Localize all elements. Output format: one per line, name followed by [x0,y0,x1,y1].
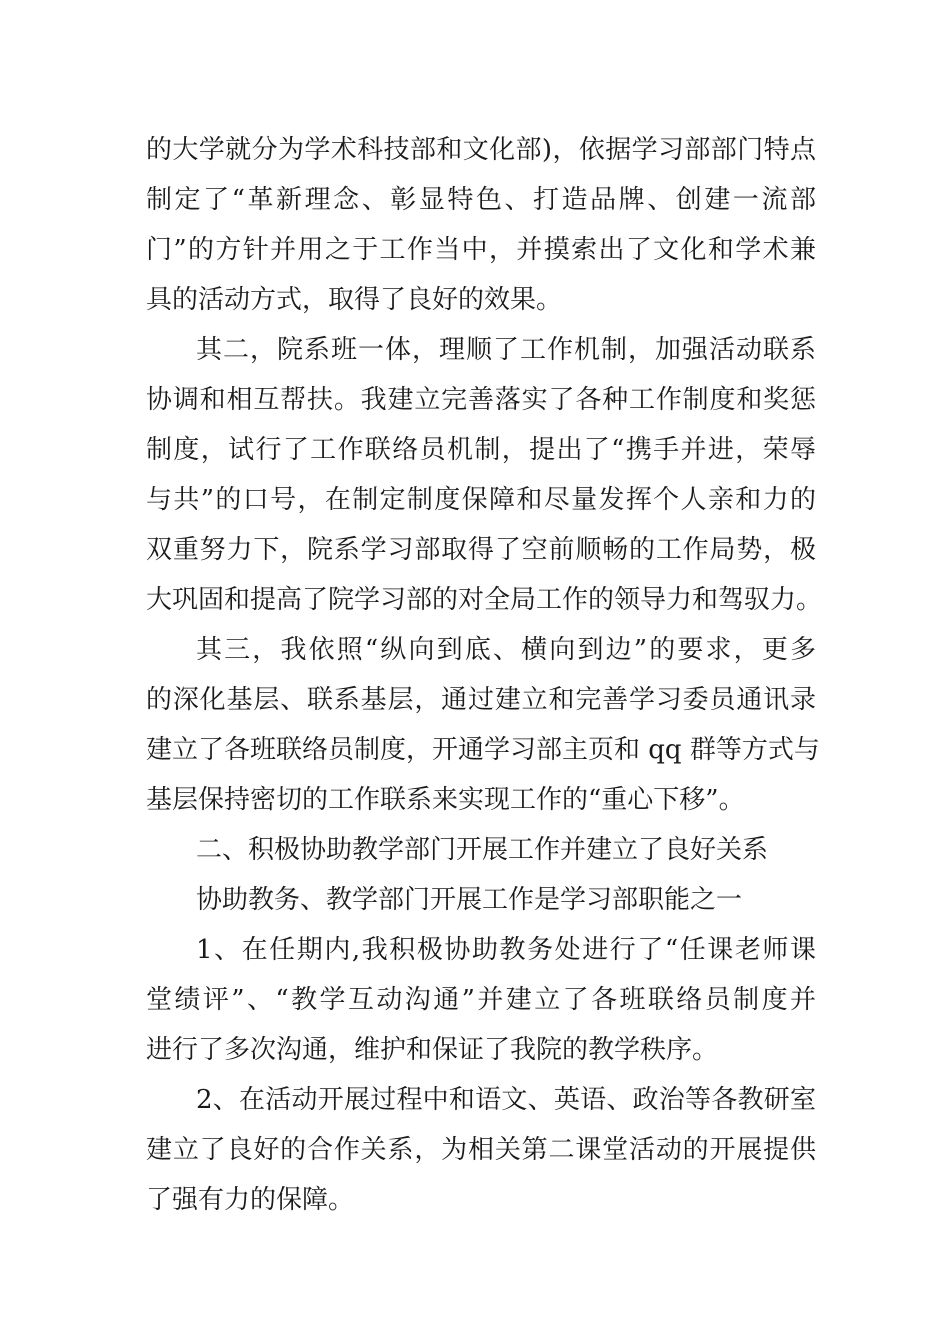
text-line: 门”的方针并用之于工作当中，并摸索出了文化和学术兼 [146,235,816,265]
list-item-start-line: 1、在任期内,我积极协助教务处进行了“任课老师课 [196,935,816,965]
paragraph-start-line: 其二，院系班一体，理顺了工作机制，加强活动联系 [196,335,816,365]
text-line: 双重努力下，院系学习部取得了空前顺畅的工作局势，极 [146,535,816,565]
text-line: 制定了“革新理念、彰显特色、打造品牌、创建一流部 [146,185,816,215]
text-line: 了强有力的保障。 [146,1185,355,1215]
text-line: 大巩固和提高了院学习部的对全局工作的领导力和驾驭力。 [146,585,823,615]
paragraph-start-line: 其三，我依照“纵向到底、横向到边”的要求，更多 [196,635,816,665]
text-line: 具的活动方式，取得了良好的效果。 [146,285,563,315]
text-line: 的深化基层、联系基层，通过建立和完善学习委员通讯录 [146,685,816,715]
text-line: 建立了良好的合作关系，为相关第二课堂活动的开展提供 [146,1135,816,1165]
section-heading: 二、积极协助教学部门开展工作并建立了良好关系 [196,835,769,865]
text-line: 基层保持密切的工作联系来实现工作的“重心下移”。 [146,785,745,815]
text-line: 堂绩评”、“教学互动沟通”并建立了各班联络员制度并 [146,985,816,1015]
text-line: 协调和相互帮扶。我建立完善落实了各种工作制度和奖惩 [146,385,816,415]
text-line: 进行了多次沟通，维护和保证了我院的教学秩序。 [146,1035,719,1065]
paragraph-start-line: 协助教务、教学部门开展工作是学习部职能之一 [196,885,743,915]
text-line: 制度，试行了工作联络员机制，提出了“携手并进，荣辱 [146,435,816,465]
text-line: 的大学就分为学术科技部和文化部)，依据学习部部门特点 [146,135,816,165]
text-line: 建立了各班联络员制度，开通学习部主页和 qq 群等方式与 [146,735,820,765]
list-item-start-line: 2、在活动开展过程中和语文、英语、政治等各教研室 [196,1085,816,1115]
text-line: 与共”的口号，在制定制度保障和尽量发挥个人亲和力的 [146,485,816,515]
